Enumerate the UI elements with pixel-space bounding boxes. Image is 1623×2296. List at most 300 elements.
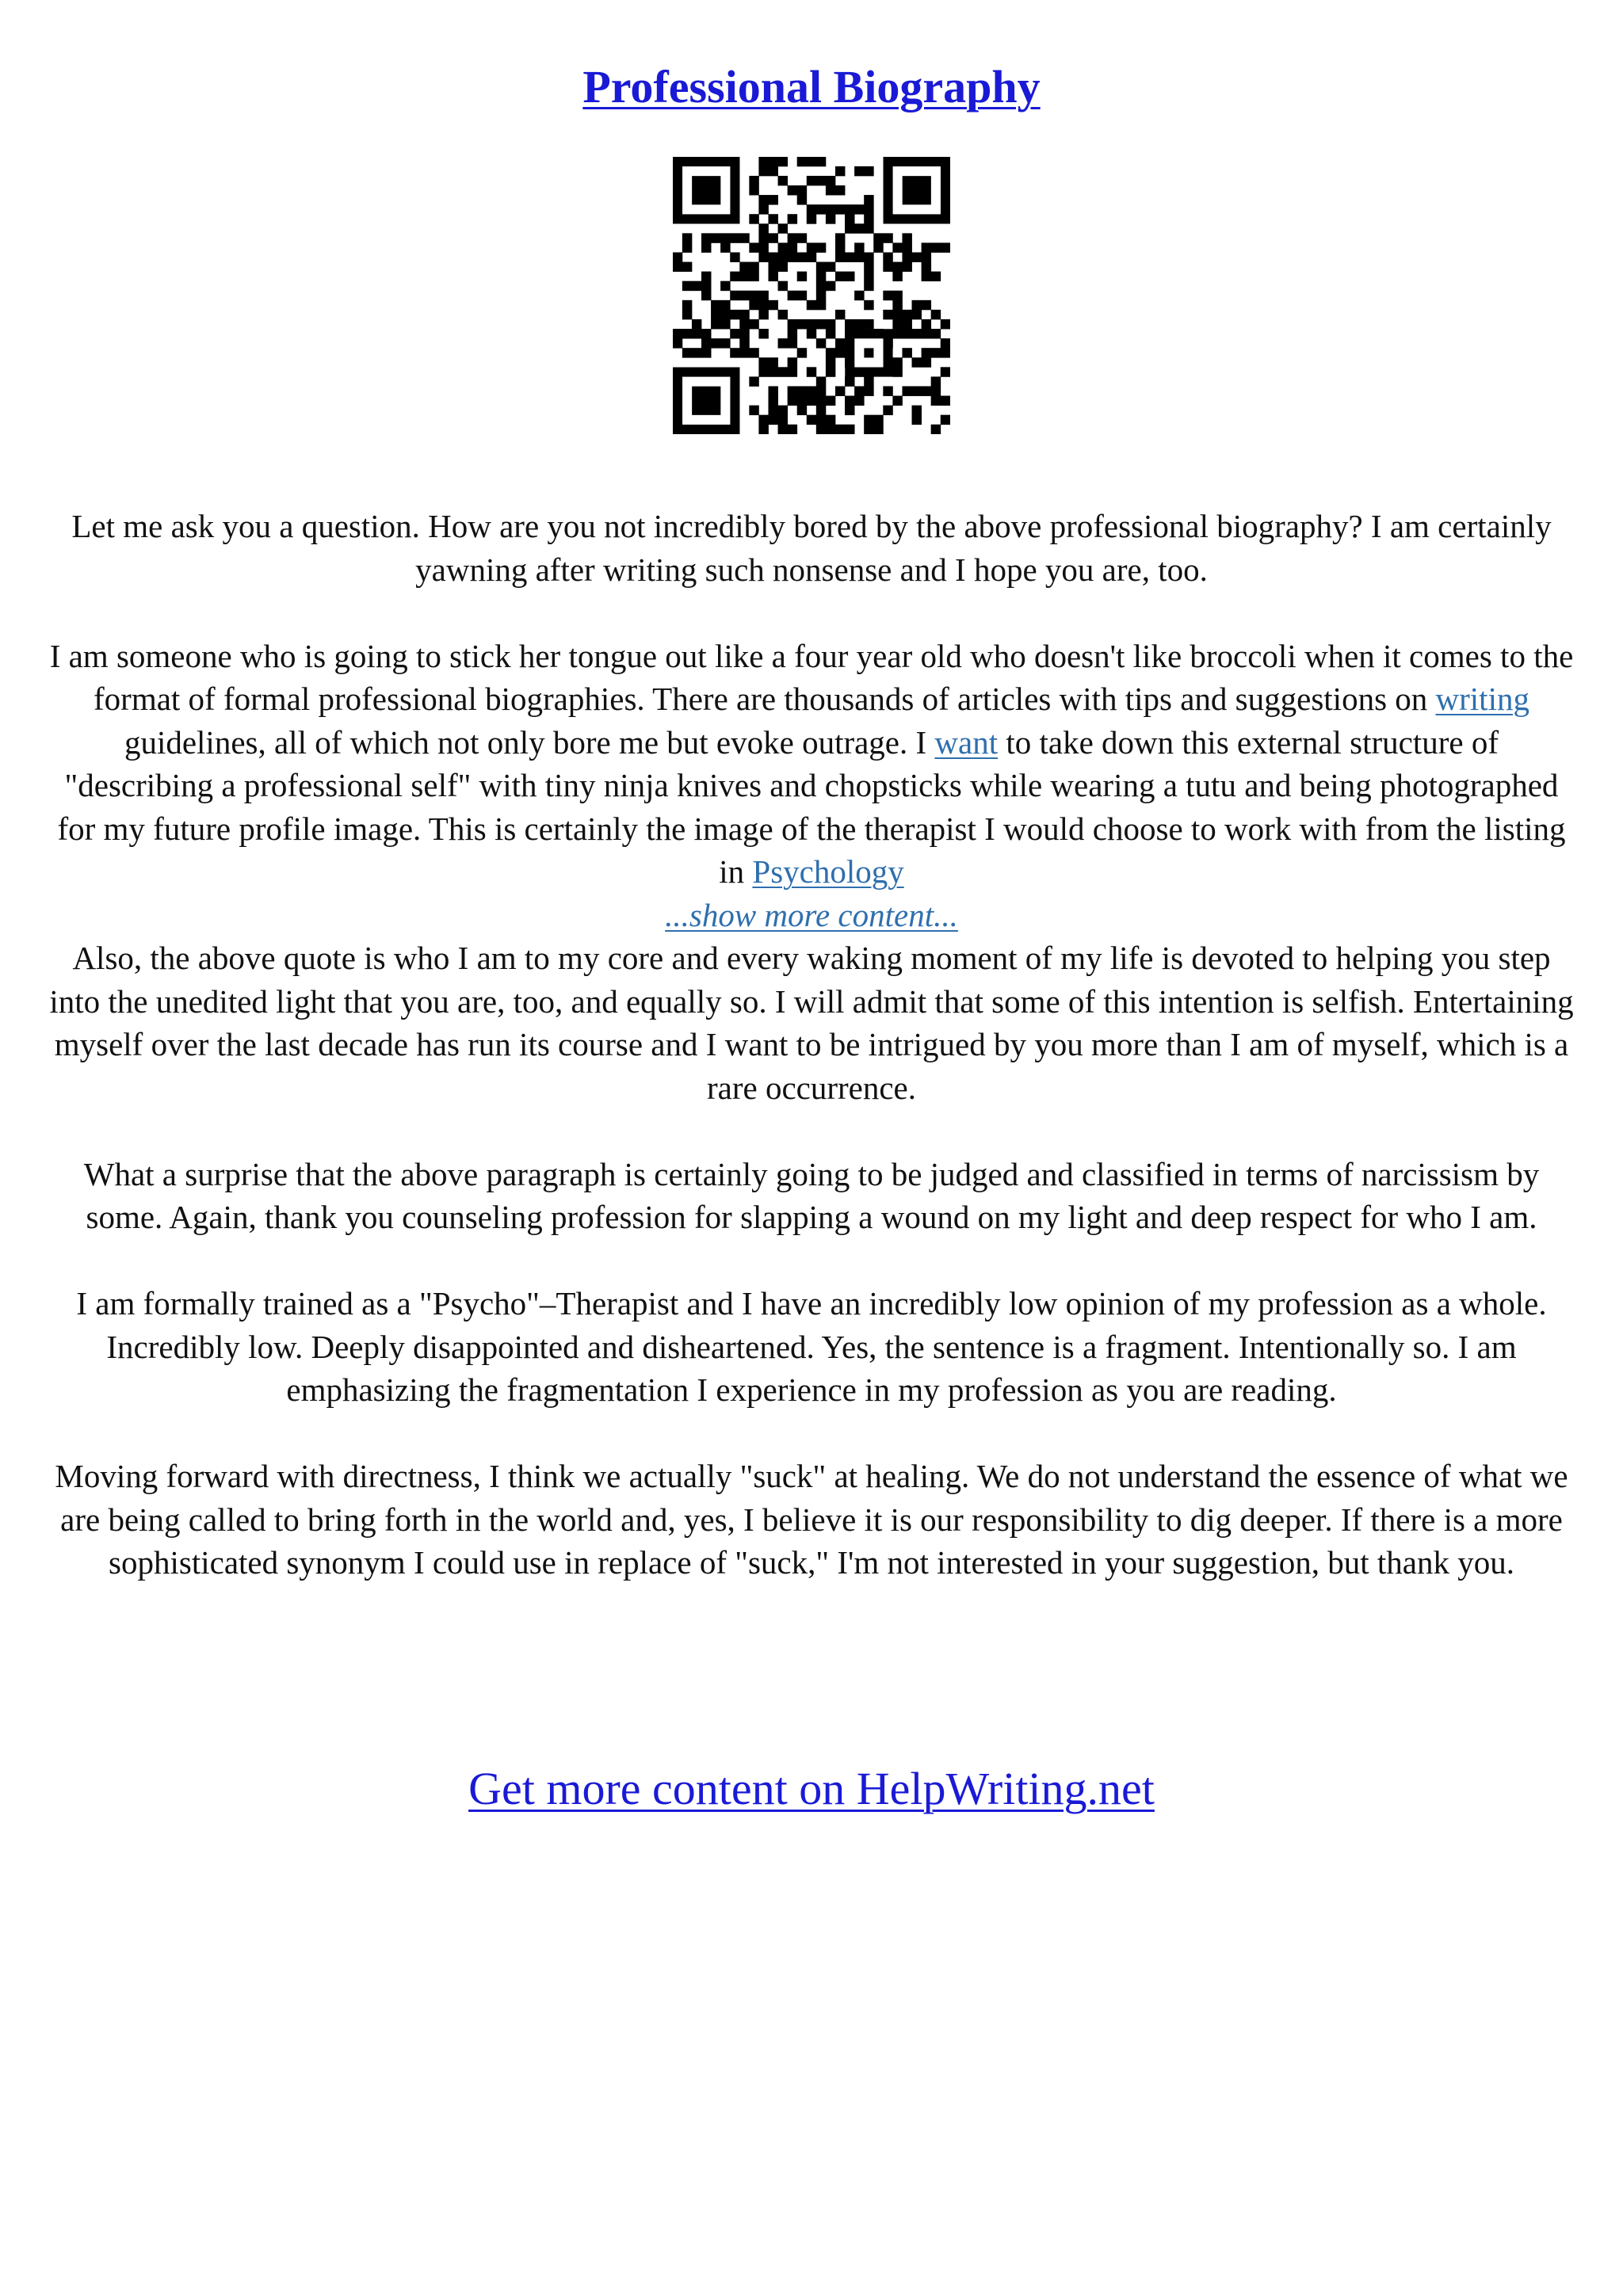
writing-link[interactable]: writing [1435, 681, 1529, 717]
qr-module [788, 242, 797, 252]
qr-module [873, 425, 883, 434]
qr-module [854, 252, 864, 261]
qr-module [749, 291, 758, 300]
qr-module [768, 166, 777, 176]
qr-module [807, 367, 816, 376]
qr-module [797, 406, 807, 415]
qr-module [864, 252, 873, 261]
qr-module [768, 262, 777, 272]
qr-module [816, 376, 826, 386]
qr-module [826, 214, 835, 223]
qr-module [788, 386, 797, 395]
qr-module [758, 157, 768, 166]
qr-module [788, 319, 797, 329]
qr-module [854, 291, 864, 300]
qr-module [922, 357, 931, 367]
qr-module [931, 242, 941, 252]
qr-module [701, 338, 711, 348]
qr-module [835, 166, 845, 176]
qr-module [682, 262, 692, 272]
qr-module [788, 291, 797, 300]
qr-module [749, 214, 758, 223]
qr-module [892, 367, 902, 376]
qr-module [902, 348, 911, 357]
qr-module [835, 185, 845, 195]
qr-module [854, 166, 864, 176]
qr-module [749, 242, 758, 252]
qr-module [730, 291, 739, 300]
qr-module [826, 425, 835, 434]
qr-module [883, 233, 892, 242]
qr-module [931, 329, 941, 338]
qr-module [778, 223, 788, 233]
qr-module [778, 406, 788, 415]
qr-module [739, 262, 749, 272]
qr-module [749, 319, 758, 329]
qr-module [768, 233, 777, 242]
psychology-link[interactable]: Psychology [752, 853, 904, 890]
qr-module [758, 233, 768, 242]
qr-module [701, 291, 711, 300]
qr-module [739, 348, 749, 357]
qr-module [941, 338, 950, 348]
page-title [0, 55, 1623, 119]
qr-code-graphic [673, 157, 950, 434]
qr-module [883, 291, 892, 300]
qr-module [673, 252, 682, 261]
qr-module [864, 319, 873, 329]
qr-module [758, 329, 768, 338]
qr-module [788, 329, 797, 338]
qr-module [826, 329, 835, 338]
qr-module [816, 415, 826, 425]
qr-module [883, 262, 892, 272]
qr-module [912, 310, 922, 319]
qr-module [835, 242, 845, 252]
qr-module [922, 252, 931, 261]
qr-module [826, 415, 835, 425]
qr-module [711, 233, 720, 242]
qr-module [768, 386, 777, 395]
qr-module [758, 204, 768, 214]
qr-module [912, 406, 922, 415]
qr-module [778, 415, 788, 425]
qr-module [778, 281, 788, 291]
qr-module [730, 310, 739, 319]
qr-module [864, 300, 873, 310]
qr-module [941, 242, 950, 252]
qr-module [720, 300, 730, 310]
qr-module [797, 195, 807, 204]
qr-module [845, 204, 854, 214]
qr-module [902, 310, 911, 319]
qr-module [749, 176, 758, 185]
qr-module [701, 233, 711, 242]
qr-module [864, 166, 873, 176]
qr-module [758, 166, 768, 176]
qr-module [739, 338, 749, 348]
qr-module [845, 252, 854, 261]
qr-module [778, 367, 788, 376]
qr-module [864, 262, 873, 272]
qr-module [892, 300, 902, 310]
qr-module [903, 176, 931, 204]
qr-module [768, 300, 777, 310]
qr-module [816, 281, 826, 291]
qr-module [739, 272, 749, 281]
qr-module [845, 396, 854, 406]
qr-module [807, 157, 816, 166]
qr-module [758, 415, 768, 425]
qr-module [922, 242, 931, 252]
qr-module [807, 176, 816, 185]
qr-module [931, 396, 941, 406]
paragraph-3: Also, the above quote is who I am to my core and every waking moment of my life is devoted to helping you step into the unedited light that you are, too, and equally so. I will admit that some of this intention is selfish. Entertaining myself over the last decade has run its course and I want to be intrigued by you more than I am of myself, which is a rare occurrence. [49, 940, 1574, 1106]
show-more-link[interactable]: ...show more content... [665, 896, 958, 933]
qr-module [816, 406, 826, 415]
qr-module [673, 262, 682, 272]
qr-module [864, 204, 873, 214]
qr-module [682, 242, 692, 252]
qr-module [845, 425, 854, 434]
paragraph-5: I am formally trained as a "Psycho"–Therapist and I have an incredibly low opinion of my profession as a whole. Incredibly low. Deeply disappointed and disheartened. Yes, the sentence is a fragment. Intentionally so. I am emphasizing the fragmentation I experience in my profession as you are reading. [76, 1285, 1547, 1408]
qr-module [739, 310, 749, 319]
qr-module [922, 329, 931, 338]
qr-module [701, 281, 711, 291]
qr-module [816, 300, 826, 310]
qr-module [778, 242, 788, 252]
qr-module [758, 357, 768, 367]
qr-module [711, 319, 720, 329]
qr-module [835, 425, 845, 434]
qr-module [892, 262, 902, 272]
qr-module [854, 319, 864, 329]
qr-module [922, 262, 931, 272]
qr-module [768, 415, 777, 425]
qr-module [758, 195, 768, 204]
qr-module [788, 214, 797, 223]
paragraph-2-text-a: I am someone who is going to stick her tongue out like a four year old who doesn't like broccoli when it comes to the format of formal professional biographies. There are thousands of articles with tips and suggestions on [49, 637, 1574, 717]
qr-module [826, 176, 835, 185]
qr-module [892, 272, 902, 281]
qr-module [835, 204, 845, 214]
qr-module [902, 329, 911, 338]
qr-module [902, 319, 911, 329]
qr-module [835, 348, 845, 357]
qr-module [931, 386, 941, 395]
qr-module [749, 272, 758, 281]
qr-module [826, 281, 835, 291]
qr-module [768, 396, 777, 406]
qr-module [902, 242, 911, 252]
qr-module [892, 396, 902, 406]
qr-module [892, 291, 902, 300]
qr-module [673, 329, 682, 338]
qr-module [816, 157, 826, 166]
qr-module [720, 242, 730, 252]
qr-module [768, 195, 777, 204]
qr-module [941, 396, 950, 406]
qr-module [730, 233, 739, 242]
qr-module [892, 329, 902, 338]
paragraph-2-text-c: to take down this external structure of "describing a professional self" with tiny ninja knives and chopsticks while wearing a tutu and being photographed for my future profile image. This is certainly the image of the therapist I would choose to work with from the listing in [57, 723, 1566, 890]
qr-module [673, 338, 682, 348]
qr-module [788, 338, 797, 348]
qr-module [826, 396, 835, 406]
qr-module [835, 272, 845, 281]
qr-module [768, 157, 777, 166]
qr-module [902, 252, 911, 261]
qr-module [892, 242, 902, 252]
qr-module [730, 252, 739, 261]
title-link[interactable]: Professional Biography [582, 61, 1041, 113]
qr-module [682, 310, 692, 319]
qr-module [758, 425, 768, 434]
qr-module [816, 204, 826, 214]
qr-module [912, 415, 922, 425]
want-link[interactable]: want [934, 723, 999, 761]
qr-module [749, 185, 758, 195]
qr-module [845, 406, 854, 415]
qr-module [941, 367, 950, 376]
qr-module [768, 357, 777, 367]
qr-module [816, 242, 826, 252]
qr-module [797, 319, 807, 329]
qr-module [682, 300, 692, 310]
qr-module [816, 425, 826, 434]
qr-module [788, 185, 797, 195]
qr-module [797, 233, 807, 242]
qr-module [720, 319, 730, 329]
qr-module [854, 396, 864, 406]
qr-module [807, 214, 816, 223]
qr-module [739, 319, 749, 329]
qr-module [797, 386, 807, 395]
qr-module [692, 329, 701, 338]
qr-module [826, 262, 835, 272]
qr-module [692, 348, 701, 357]
qr-module [807, 415, 816, 425]
qr-module [816, 272, 826, 281]
qr-module [730, 272, 739, 281]
qr-module [758, 367, 768, 376]
qr-module [816, 319, 826, 329]
qr-module [797, 185, 807, 195]
qr-module [788, 367, 797, 376]
qr-module [922, 348, 931, 357]
qr-module [720, 233, 730, 242]
qr-module [749, 300, 758, 310]
qr-module [854, 223, 864, 233]
qr-module [682, 281, 692, 291]
qr-module [912, 386, 922, 395]
qr-module [758, 300, 768, 310]
qr-module [864, 415, 873, 425]
qr-module [788, 396, 797, 406]
qr-module [941, 319, 950, 329]
qr-module [912, 300, 922, 310]
qr-code [673, 157, 950, 434]
qr-module [883, 252, 892, 261]
qr-module [826, 367, 835, 376]
qr-module [835, 386, 845, 395]
qr-module [758, 242, 768, 252]
qr-module [873, 415, 883, 425]
qr-module [807, 329, 816, 338]
qr-module [768, 252, 777, 261]
qr-module [922, 319, 931, 329]
qr-module [758, 291, 768, 300]
qr-module [739, 291, 749, 300]
qr-module [720, 338, 730, 348]
qr-module [816, 176, 826, 185]
qr-module [941, 348, 950, 357]
qr-module [845, 319, 854, 329]
qr-module [807, 242, 816, 252]
qr-module [768, 214, 777, 223]
qr-module [778, 310, 788, 319]
qr-module [788, 233, 797, 242]
qr-module [864, 425, 873, 434]
qr-module [883, 386, 892, 395]
qr-module [845, 223, 854, 233]
qr-module [778, 252, 788, 261]
qr-module [931, 272, 941, 281]
qr-module [797, 396, 807, 406]
qr-module [892, 357, 902, 367]
qr-module [701, 348, 711, 357]
qr-module [854, 386, 864, 395]
qr-module [701, 242, 711, 252]
qr-module [892, 310, 902, 319]
qr-module [749, 262, 758, 272]
qr-module [807, 204, 816, 214]
qr-module [768, 272, 777, 281]
qr-module [788, 252, 797, 261]
qr-module [826, 357, 835, 367]
qr-module [739, 233, 749, 242]
qr-module [758, 310, 768, 319]
qr-module [730, 348, 739, 357]
qr-module [816, 291, 826, 300]
qr-module [931, 348, 941, 357]
footer [0, 1757, 1623, 1821]
qr-module [739, 329, 749, 338]
qr-module [807, 300, 816, 310]
qr-module [941, 415, 950, 425]
qr-module [816, 262, 826, 272]
qr-module [826, 204, 835, 214]
qr-module [720, 281, 730, 291]
qr-module [788, 357, 797, 367]
qr-module [807, 252, 816, 261]
qr-module [682, 329, 692, 338]
qr-module [692, 176, 720, 204]
qr-module [931, 425, 941, 434]
qr-module [692, 319, 701, 329]
qr-module [864, 272, 873, 281]
qr-module [807, 319, 816, 329]
qr-module [931, 376, 941, 386]
qr-module [778, 176, 788, 185]
qr-module [835, 310, 845, 319]
paragraph-2-text-b: guidelines, all of which not only bore me but evoke outrage. I [124, 723, 935, 761]
helpwriting-link[interactable]: Get more content on HelpWriting.net [468, 1763, 1155, 1814]
qr-module [902, 233, 911, 242]
qr-module [922, 300, 931, 310]
qr-module [835, 233, 845, 242]
qr-module [711, 310, 720, 319]
qr-module [912, 357, 922, 367]
qr-module [883, 310, 892, 319]
qr-module [797, 348, 807, 357]
qr-module [854, 242, 864, 252]
qr-module [720, 310, 730, 319]
paragraph-2 [48, 635, 1575, 937]
qr-module [758, 223, 768, 233]
qr-module [749, 376, 758, 386]
qr-module [807, 396, 816, 406]
qr-module [902, 386, 911, 395]
qr-module [682, 233, 692, 242]
qr-module [816, 396, 826, 406]
qr-module [797, 252, 807, 261]
qr-module [826, 348, 835, 357]
qr-module [797, 291, 807, 300]
qr-module [845, 376, 854, 386]
qr-module [864, 214, 873, 223]
qr-module [864, 281, 873, 291]
paragraph-6: Moving forward with directness, I think we actually "suck" at healing. We do not understand the essence of what we are being called to bring forth in the world and, yes, I believe it is our responsibility to dig deeper. If there is a more sophisticated synonym I could use in replace of "suck," I'm not interested in your suggestion, but thank you. [55, 1458, 1568, 1581]
paragraph-1: Let me ask you a question. How are you not incredibly bored by the above professional biography? I am certainly yawning after writing such nonsense and I hope you are, too. [71, 508, 1552, 588]
article-body [48, 505, 1575, 1585]
qr-module [701, 272, 711, 281]
qr-module [797, 272, 807, 281]
qr-module [711, 338, 720, 348]
qr-module [749, 406, 758, 415]
qr-module [711, 300, 720, 310]
qr-module [749, 348, 758, 357]
qr-module [864, 376, 873, 386]
qr-module [768, 406, 777, 415]
qr-module [845, 272, 854, 281]
qr-module [826, 319, 835, 329]
qr-module [864, 348, 873, 357]
qr-module [778, 338, 788, 348]
qr-module [730, 329, 739, 338]
qr-module [835, 252, 845, 261]
qr-module [873, 242, 883, 252]
qr-module [854, 204, 864, 214]
qr-module [826, 185, 835, 195]
qr-module [922, 386, 931, 395]
qr-module [864, 386, 873, 395]
qr-module [807, 386, 816, 395]
qr-module [816, 386, 826, 395]
qr-module [692, 387, 720, 415]
qr-module [902, 262, 911, 272]
qr-module [864, 223, 873, 233]
qr-module [835, 338, 845, 348]
qr-module [797, 157, 807, 166]
qr-module [873, 233, 883, 242]
qr-module [892, 319, 902, 329]
qr-module [778, 425, 788, 434]
qr-module [922, 272, 931, 281]
qr-module [845, 214, 854, 223]
paragraph-4: What a surprise that the above paragraph is certainly going to be judged and classified in terms of narcissism by some. Again, thank you counseling profession for slapping a wound on my light and deep respect for who I am. [83, 1155, 1540, 1235]
qr-module [768, 367, 777, 376]
